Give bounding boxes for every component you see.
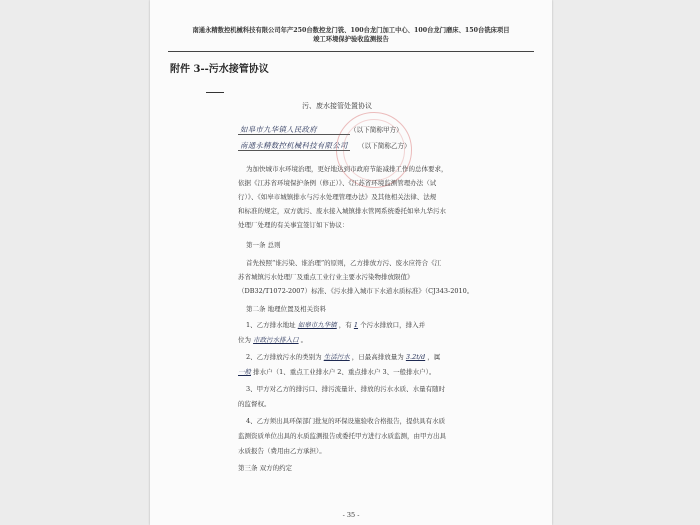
item-1-line-1 <box>246 320 478 329</box>
report-header <box>168 26 534 44</box>
document-page <box>150 0 552 525</box>
section-2-heading: 第二条 地理位置及相关资料 <box>246 305 327 313</box>
item-2-line-1 <box>246 352 478 361</box>
header-line-2: 竣工环境保护验收监测报告 <box>313 36 389 43</box>
item-1-suffix: 个污水排放口，排入并 <box>360 321 426 329</box>
para-line: 苏省城镇污水处理厂及重点工业行业主要水污染物排放限值》 <box>238 273 414 281</box>
item-2-line2-suffix: 排水户（1、重点工业排水户 2、重点排水户 3、一般排水户）。 <box>253 368 436 376</box>
para-line: 为加快城市水环境治理，更好地达到市政府节能减排工作的总体要求， <box>246 165 448 173</box>
para-line: 水质报告（费用由乙方承担）。 <box>238 447 326 455</box>
item-2-mid: ，日最高排放量为 <box>351 353 404 361</box>
item-2-suffix: ，属 <box>427 353 441 361</box>
party-b-note: （以下简称乙方） <box>358 142 411 150</box>
para-line: （DB32/T1072-2007）标准、《污水排入城市下水道水质标准》（CJ343-2010。 <box>238 287 474 295</box>
party-b-underline <box>238 150 350 151</box>
item-1-destination: 市政污水排入口 <box>253 336 299 344</box>
party-a-underline <box>238 134 350 135</box>
annex-title: 附件 3--污水接管协议 <box>170 64 269 75</box>
para-line: 监测资质单位出具的水质监测报告或委托甲方进行水质监测，由甲方出具 <box>238 432 446 440</box>
item-2-amount: 3.2t/d <box>405 353 426 361</box>
para-line: 的监督权。 <box>238 400 271 408</box>
item-1-mid: ，有 <box>338 321 352 329</box>
para-line: 首先按照“谁污染、谁治理”的原则，乙方排放方污、废水应符合《江 <box>246 259 442 267</box>
section-3-heading: 第三条 双方的约定 <box>238 464 293 472</box>
para-line: 行）》、《如皋市城镇排水与污水处理管理办法》及其他相关法律、法规 <box>238 193 437 201</box>
para-line: 依据《江苏省环境保护条例（修正）》、《江苏省环境监测管理办法（试 <box>238 179 437 187</box>
item-1-line-2 <box>238 335 470 344</box>
party-a-handwritten: 如皋市九华镇人民政府 <box>240 125 317 134</box>
ink-mark <box>206 92 224 93</box>
item-2-category: 一般 <box>238 368 251 376</box>
agreement-title: 污、废水接管处置协议 <box>302 102 372 110</box>
para-line: 4、乙方须出具环保部门批复的环保设施验收合格报告，提供具有水质 <box>246 417 446 425</box>
para-line: 处理厂处理的有关事宜签订如下协议： <box>238 221 349 229</box>
header-line-1: 南通永精数控机械科技有限公司年产250台数控龙门铣、100台龙门加工中心、100台龙门磨床、150台铣床项目 <box>192 27 510 34</box>
para-line: 和标准的规定，双方就污、废水接入城镇排水管网系统委托如皋九华污水 <box>238 207 446 215</box>
item-1-line2-prefix: 位为 <box>238 336 251 344</box>
para-line: 3、甲方对乙方的排污口、排污流量计、排放的污水水质、水量有随时 <box>246 385 446 393</box>
item-2-type: 生活污水 <box>323 353 350 361</box>
item-1-line2-suffix: 。 <box>300 336 308 344</box>
party-a-note: （以下简称甲方） <box>350 126 403 134</box>
item-1-prefix: 1、乙方排水地址 <box>246 321 296 329</box>
section-1-heading: 第一条 总则 <box>246 241 281 249</box>
page-number: - 35 - <box>342 511 360 519</box>
item-2-line-2 <box>238 367 470 376</box>
item-2-prefix: 2、乙方排放污水的类别为 <box>246 353 322 361</box>
item-1-address: 如皋市九华镇 <box>297 321 337 329</box>
party-b-handwritten: 南通永精数控机械科技有限公司 <box>240 141 348 150</box>
item-1-count: 1 <box>353 321 359 329</box>
header-rule <box>168 51 534 52</box>
